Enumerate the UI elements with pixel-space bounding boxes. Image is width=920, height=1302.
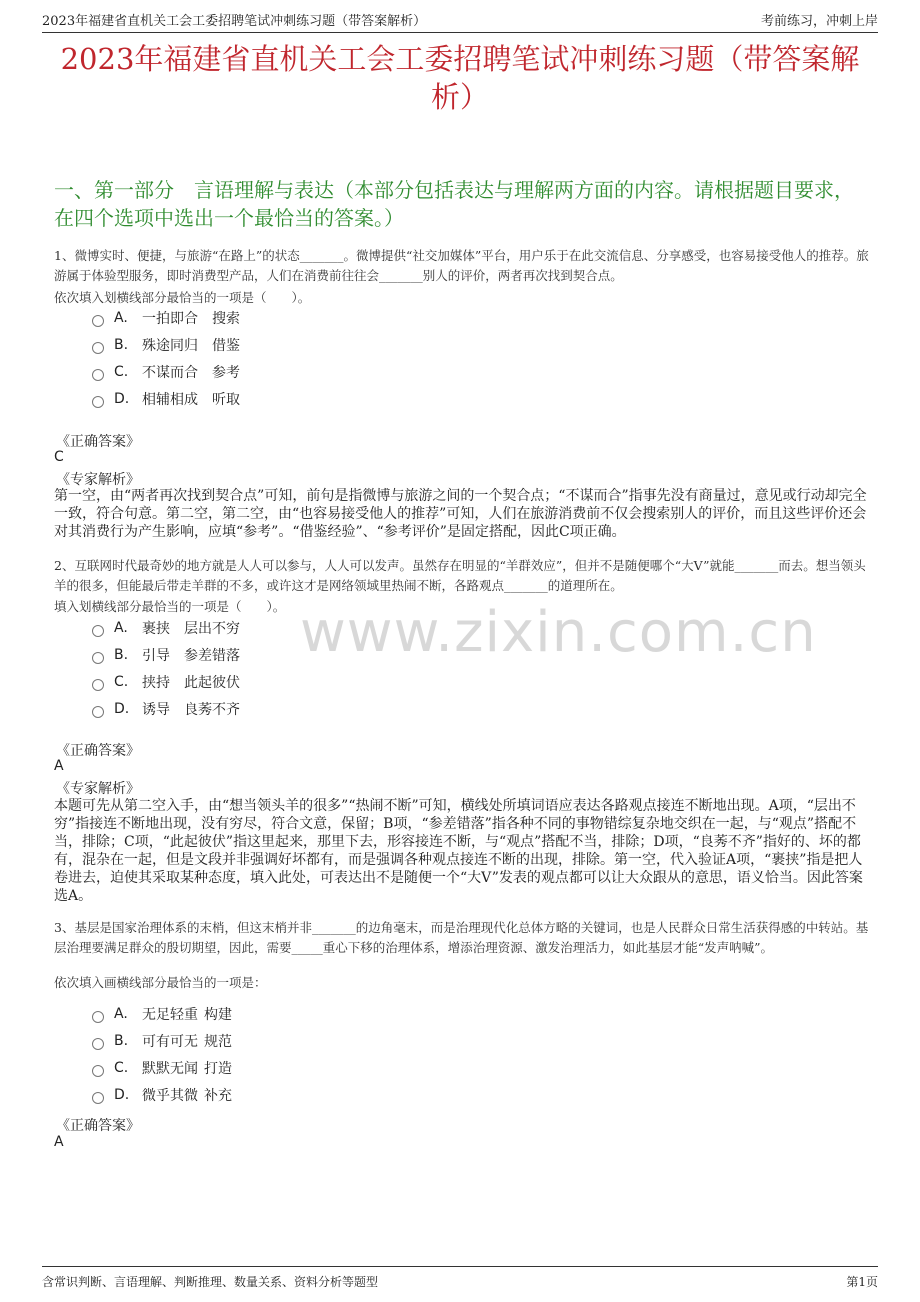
question-3-option-c[interactable] — [92, 1057, 232, 1079]
analysis-text: 本题可先从第二空入手，由“想当领头羊的很多”“热闹不断”可知，横线处所填词语应表达各路观点接连不断地出现。A项，“层出不穷”指接连不断地出现，没有穷尽，符合文意，保留；B项，“参差错落”指各种不同的事物错综复杂地交织在一起，与“观点”搭配不当，排除；C项，“此起彼伏”指这里起来，那里下去，形容接连不断，与“观点”搭配不当，排除；D项，“良莠不齐”指好的、坏的都有，混杂在一起，但是文段并非强调好坏都有，而是强调各种观点接连不断的出现，排除。第一空，代入验证A项，“裹挟”指是把人卷进去，迫使其采取某种态度，填入此处，可表达出不是随便一个“大V”发表的观点都可以让大众跟从的意思，语义恰当。因此答案选A。 — [54, 798, 863, 904]
question-2-option-b[interactable] — [92, 644, 240, 666]
option-letter: A. — [114, 620, 128, 636]
option-letter: D. — [114, 701, 130, 717]
option-letter: A. — [114, 1006, 128, 1022]
option-word-2: 构建 — [204, 1007, 232, 1023]
answer-value: A — [54, 758, 64, 774]
page-number: 第1页 — [846, 1274, 878, 1289]
radio-icon[interactable] — [92, 342, 104, 354]
radio-icon[interactable] — [92, 706, 104, 718]
watermark: www.zixin.com.cn — [300, 600, 817, 665]
option-letter: C. — [114, 364, 129, 380]
question-3-option-d[interactable] — [92, 1084, 232, 1106]
header-doc-title: 2023年福建省直机关工会工委招聘笔试冲刺练习题（带答案解析） — [42, 14, 427, 29]
option-word-2: 良莠不齐 — [184, 702, 240, 718]
option-word-1: 默默无闻 — [142, 1061, 198, 1077]
answer-label: 《正确答案》 — [56, 1118, 140, 1134]
question-2-prompt: 填入划横线部分最恰当的一项是（ ）。 — [54, 599, 286, 614]
option-word-1: 挟持 — [142, 675, 170, 691]
question-1-prompt: 依次填入划横线部分最恰当的一项是（ ）。 — [54, 290, 311, 305]
option-letter: D. — [114, 1087, 130, 1103]
option-letter: B. — [114, 1033, 129, 1049]
answer-label: 《正确答案》 — [56, 434, 140, 450]
section-heading: 一、第一部分 言语理解与表达（本部分包括表达与理解两方面的内容。请根据题目要求，在四个选项中选出一个最恰当的答案。） — [54, 178, 854, 230]
option-word-1: 无足轻重 — [142, 1007, 198, 1023]
page-header — [42, 10, 878, 33]
question-1-option-c[interactable] — [92, 361, 240, 383]
page-footer — [42, 1266, 878, 1295]
option-word-1: 不谋而合 — [142, 365, 198, 381]
option-word-2: 参差错落 — [184, 648, 240, 664]
option-word-2: 参考 — [212, 365, 240, 381]
option-letter: C. — [114, 1060, 129, 1076]
question-2-option-a[interactable] — [92, 617, 240, 639]
question-2-text: 2、互联网时代最奇妙的地方就是人人可以参与，人人可以发声。虽然存在明显的“羊群效应”，但并不是随便哪个“大V”就能_______而去。想当领头羊的很多，但能最后带走羊群的不多，或许这才是网络领域里热闹不断，各路观点_______的道理所在。 — [54, 558, 866, 593]
question-3-prompt: 依次填入画横线部分最恰当的一项是： — [54, 975, 267, 990]
option-word-2: 此起彼伏 — [184, 675, 240, 691]
answer-value: C — [54, 449, 64, 465]
option-word-2: 搜索 — [212, 311, 240, 327]
option-word-2: 打造 — [204, 1061, 232, 1077]
radio-icon[interactable] — [92, 396, 104, 408]
option-word-1: 裹挟 — [142, 621, 170, 637]
radio-icon[interactable] — [92, 679, 104, 691]
question-2-option-c[interactable] — [92, 671, 240, 693]
option-letter: C. — [114, 674, 129, 690]
question-3-text: 3、基层是国家治理体系的末梢，但这末梢并非_______的边角毫末，而是治理现代化总体方略的关键词，也是人民群众日常生活获得感的中转站。基层治理要满足群众的殷切期望，因此，需要_____重心下移的治理体系，增添治理资源、激发治理活力，如此基层才能“发声呐喊”。 — [54, 920, 869, 955]
option-word-1: 相辅相成 — [142, 392, 198, 408]
analysis-text: 第一空，由“两者再次找到契合点”可知，前句是指微博与旅游之间的一个契合点；“不谋而合”指事先没有商量过，意见或行动却完全一致，符合句意。第二空，第二空，由“也容易接受他人的推荐”可知，人们在旅游消费前不仅会搜索别人的评价，而且这些评价还会对其消费行为产生影响，应填“参考”。“借鉴经验”、“参考评价”是固定搭配，因此C项正确。 — [54, 488, 867, 540]
option-letter: B. — [114, 647, 129, 663]
question-1-option-d[interactable] — [92, 388, 240, 410]
option-letter: B. — [114, 337, 129, 353]
option-word-1: 一拍即合 — [142, 311, 198, 327]
option-word-2: 规范 — [204, 1034, 232, 1050]
radio-icon[interactable] — [92, 1038, 104, 1050]
question-1-option-a[interactable] — [92, 307, 240, 329]
radio-icon[interactable] — [92, 369, 104, 381]
answer-label: 《正确答案》 — [56, 743, 140, 759]
radio-icon[interactable] — [92, 1065, 104, 1077]
option-word-2: 补充 — [204, 1088, 232, 1104]
question-2-option-d[interactable] — [92, 698, 240, 720]
radio-icon[interactable] — [92, 652, 104, 664]
question-3-option-a[interactable] — [92, 1003, 232, 1025]
option-word-1: 殊途同归 — [142, 338, 198, 354]
analysis-label: 《专家解析》 — [56, 781, 140, 797]
option-word-1: 引导 — [142, 648, 170, 664]
option-letter: A. — [114, 310, 128, 326]
radio-icon[interactable] — [92, 315, 104, 327]
option-word-1: 诱导 — [142, 702, 170, 718]
header-slogan: 考前练习，冲刺上岸 — [760, 14, 878, 29]
footer-description: 含常识判断、言语理解、判断推理、数量关系、资料分析等题型 — [42, 1274, 379, 1289]
analysis-label: 《专家解析》 — [56, 472, 140, 488]
question-1-option-b[interactable] — [92, 334, 240, 356]
option-word-2: 层出不穷 — [184, 621, 240, 637]
question-1-text: 1、微博实时、便捷，与旅游“在路上”的状态_______。微博提供“社交加媒体”平台，用户乐于在此交流信息、分享感受，也容易接受他人的推荐。旅游属于体验型服务，即时消费型产品，人们在消费前往往会_______别人的评价，两者再次找到契合点。 — [54, 248, 869, 283]
option-word-1: 微乎其微 — [142, 1088, 198, 1104]
answer-value: A — [54, 1134, 64, 1150]
radio-icon[interactable] — [92, 625, 104, 637]
question-3-option-b[interactable] — [92, 1030, 232, 1052]
option-word-2: 借鉴 — [212, 338, 240, 354]
page-title: 2023年福建省直机关工会工委招聘笔试冲刺练习题（带答案解析） — [60, 42, 860, 114]
radio-icon[interactable] — [92, 1092, 104, 1104]
option-letter: D. — [114, 391, 130, 407]
radio-icon[interactable] — [92, 1011, 104, 1023]
option-word-1: 可有可无 — [142, 1034, 198, 1050]
option-word-2: 听取 — [212, 392, 240, 408]
